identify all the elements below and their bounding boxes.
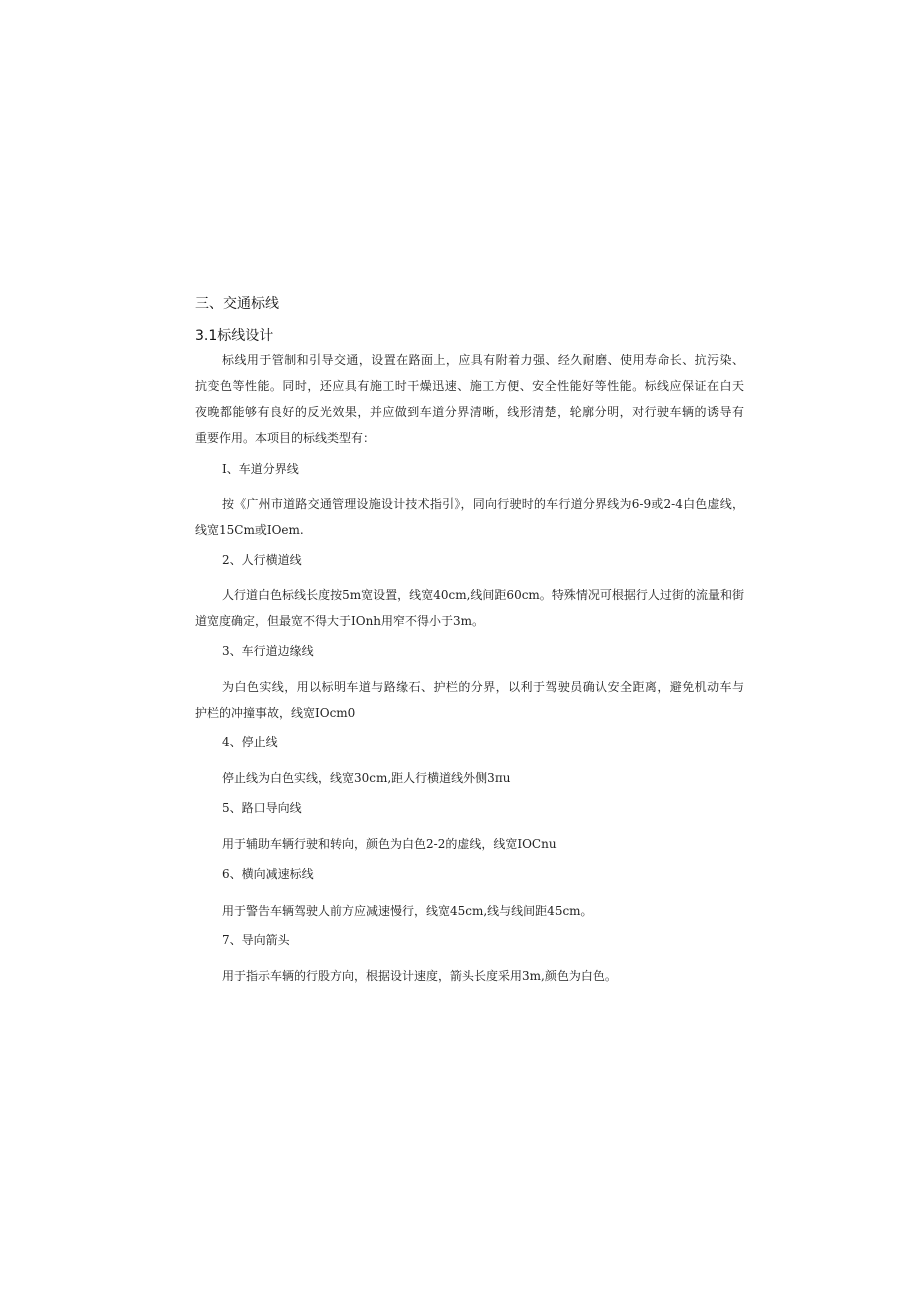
- item-text-line: 道宽度确定，但最宽不得大于IOnh用窄不得小于3m。: [195, 614, 485, 628]
- item-title-guide-arrow: 7、导向箭头: [222, 933, 290, 947]
- item-title-edge-line: 3、车行道边缘线: [222, 644, 314, 658]
- item-text-line: 护栏的冲撞事故，线宽IOcm0: [195, 706, 356, 720]
- intro-line-1: 标线用于管制和引导交通，设置在路面上，应具有附着力强、经久耐磨、使用寿命长、抗污染、: [222, 353, 744, 367]
- intro-line-4: 重要作用。本项目的标线类型有：: [195, 431, 376, 445]
- item-text-line: 用于指示车辆的行股方向，根据设计速度，箭头长度采用3m,颜色为白色。: [222, 969, 617, 983]
- item-title-lane-divider: I、车道分界线: [222, 462, 299, 476]
- item-text-line: 人行道白色标线长度按5m宽设置，线宽40cm,线间距60cm。特殊情况可根据行人过街的流量和街: [222, 588, 744, 602]
- subsection-title: 3.1标线设计: [195, 328, 274, 344]
- item-text-line: 为白色实线，用以标明车道与路缘石、护栏的分界，以利于驾驶员确认安全距离，避免机动车与: [222, 680, 744, 694]
- item-text-line: 用于警告车辆驾驶人前方应减速慢行，线宽45cm,线与线间距45cm。: [222, 904, 593, 918]
- section-title: 三、交通标线: [195, 296, 279, 312]
- item-text-line: 按《广州市道路交通管理设施设计技术指引》，同向行驶时的车行道分界线为6-9或2-4白色虚线，: [222, 497, 744, 511]
- intro-line-2: 抗变色等性能。同时，还应具有施工时干燥迅速、施工方便、安全性能好等性能。标线应保证在白天: [195, 379, 744, 393]
- item-title-deceleration-marking: 6、横向减速标线: [222, 867, 314, 881]
- intro-line-3: 夜晚都能够有良好的反光效果，并应做到车道分界清晰，线形清楚，轮廓分明，对行驶车辆的诱导有: [195, 405, 744, 419]
- item-title-stop-line: 4、停止线: [222, 735, 278, 749]
- item-text-line: 停止线为白色实线，线宽30cm,距人行横道线外侧3πu: [222, 771, 511, 785]
- item-text-line: 用于辅助车辆行驶和转向，颜色为白色2-2的虚线，线宽IOCnu: [222, 837, 557, 851]
- item-title-crosswalk: 2、人行横道线: [222, 553, 302, 567]
- item-text-line: 线宽15Cm或IOem.: [195, 523, 304, 537]
- item-title-intersection-guide: 5、路口导向线: [222, 801, 302, 815]
